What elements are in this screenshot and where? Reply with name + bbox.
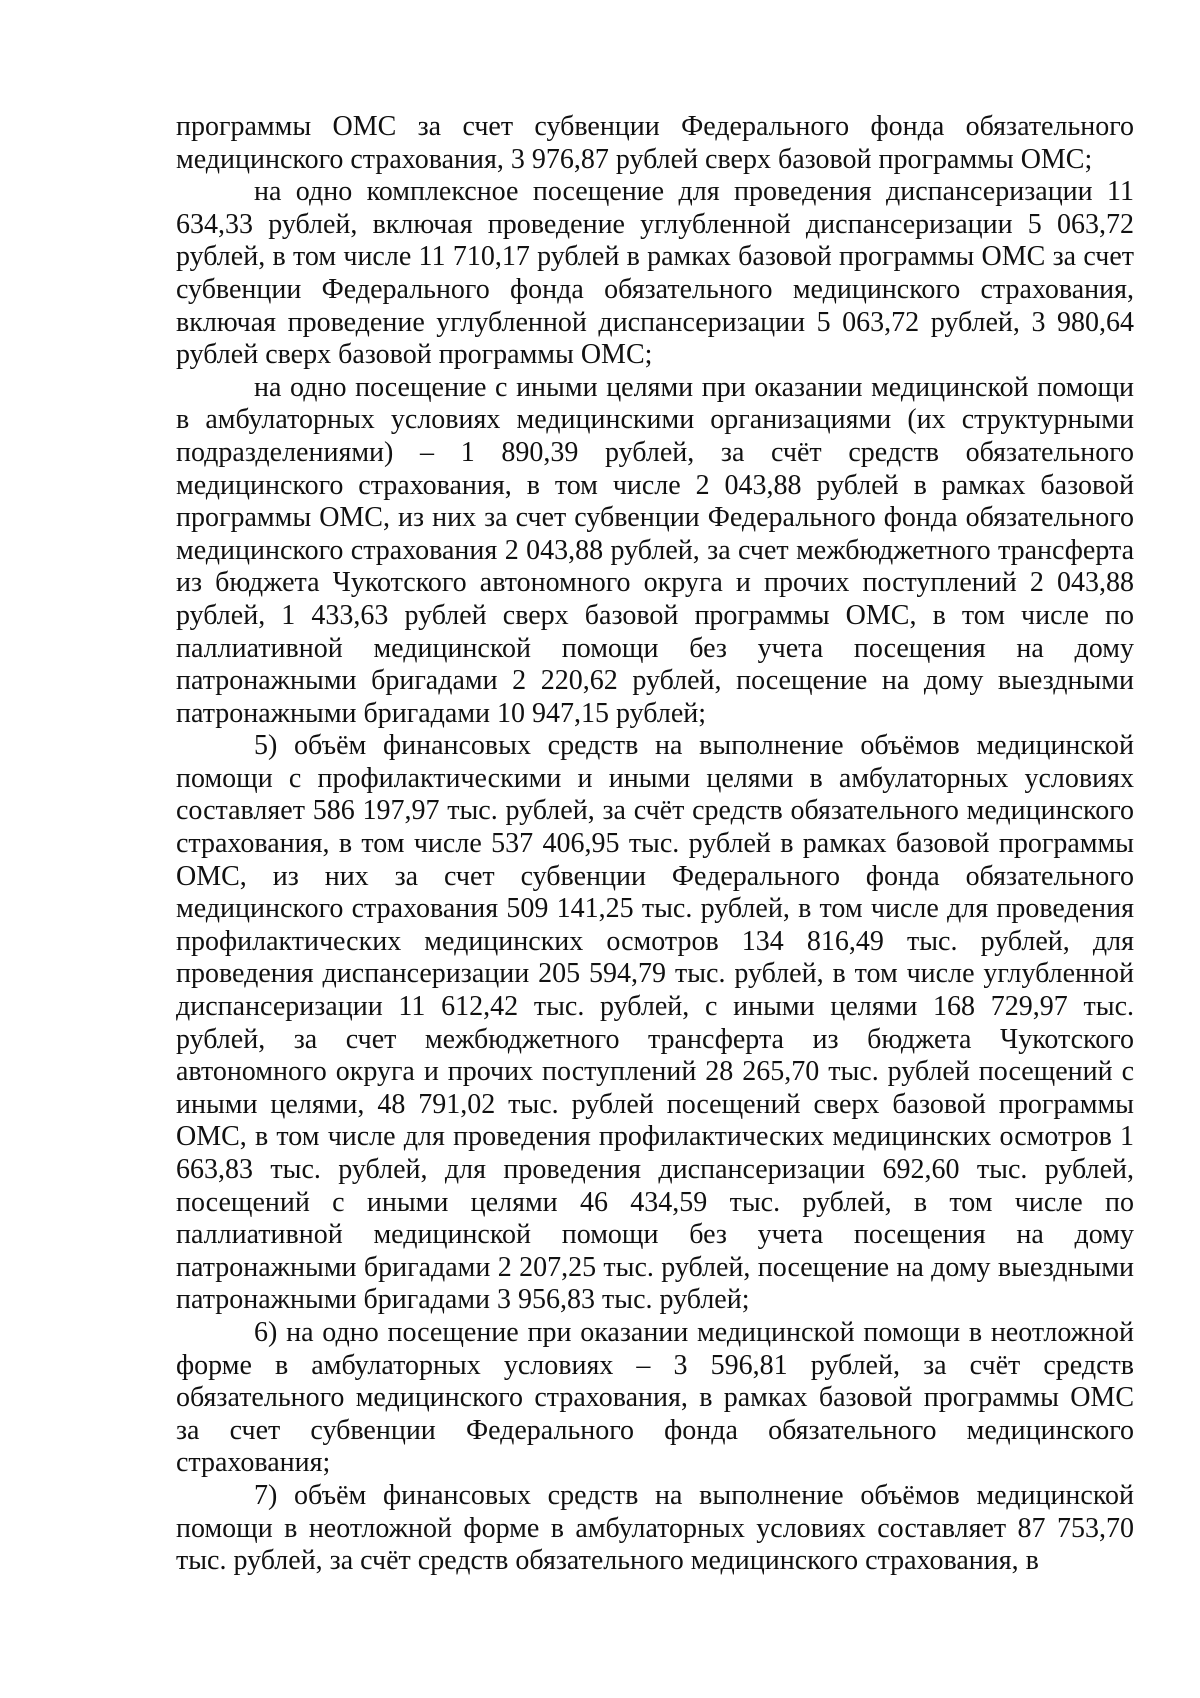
paragraph-other-purposes-visit: на одно посещение с иными целями при оказании медицинской помощи в амбулаторных условиях медицинскими организациями (их структурными подразделениями) – 1 890,39 рублей, за счёт средств обязательного медицинского страхования, в том числе 2 043,88 рублей в рамках базовой программы ОМС, из них за счет субвенции Федерального фонда обязательного медицинского страхования 2 043,88 рублей, за счет межбюджетного трансферта из бюджета Чукотского автономного округа и прочих поступлений 2 043,88 рублей, 1 433,63 рублей сверх базовой программы ОМС, в том числе по паллиативной медицинской помощи без учета посещения на дому патронажными бригадами 2 220,62 рублей, посещение на дому выездными патронажными бригадами 10 947,15 рублей;	[176, 371, 1134, 729]
paragraph-item-7: 7) объём финансовых средств на выполнение объёмов медицинской помощи в неотложной форме в амбулаторных условиях составляет 87 753,70 тыс. рублей, за счёт средств обязательного медицинского страхования, в	[176, 1479, 1134, 1577]
paragraph-comprehensive-visit: на одно комплексное посещение для проведения диспансеризации 11 634,33 рублей, включая проведение углубленной диспансеризации 5 063,72 рублей, в том числе 11 710,17 рублей в рамках базовой программы ОМС за счет субвенции Федерального фонда обязательного медицинского страхования, включая проведение углубленной диспансеризации 5 063,72 рублей, 3 980,64 рублей сверх базовой программы ОМС;	[176, 176, 1134, 371]
document-body	[176, 111, 1134, 1578]
paragraph-item-6: 6) на одно посещение при оказании медицинской помощи в неотложной форме в амбулаторных условиях – 3 596,81 рублей, за счёт средств обязательного медицинского страхования, в рамках базовой программы ОМС за счет субвенции Федерального фонда обязательного медицинского страхования;	[176, 1316, 1134, 1479]
paragraph-item-5: 5) объём финансовых средств на выполнение объёмов медицинской помощи с профилактическими и иными целями в амбулаторных условиях составляет 586 197,97 тыс. рублей, за счёт средств обязательного медицинского страхования, в том числе 537 406,95 тыс. рублей в рамках базовой программы ОМС, из них за счет субвенции Федерального фонда обязательного медицинского страхования 509 141,25 тыс. рублей, в том числе для проведения профилактических медицинских осмотров 134 816,49 тыс. рублей, для проведения диспансеризации 205 594,79 тыс. рублей, в том числе углубленной диспансеризации 11 612,42 тыс. рублей, с иными целями 168 729,97 тыс. рублей, за счет межбюджетного трансферта из бюджета Чукотского автономного округа и прочих поступлений 28 265,70 тыс. рублей посещений с иными целями, 48 791,02 тыс. рублей посещений сверх базовой программы ОМС, в том числе для проведения профилактических медицинских осмотров 1 663,83 тыс. рублей, для проведения диспансеризации 692,60 тыс. рублей, посещений с иными целями 46 434,59 тыс. рублей, в том числе по паллиативной медицинской помощи без учета посещения на дому патронажными бригадами 2 207,25 тыс. рублей, посещение на дому выездными патронажными бригадами 3 956,83 тыс. рублей;	[176, 730, 1134, 1316]
paragraph-continuation: программы ОМС за счет субвенции Федерального фонда обязательного медицинского страхования, 3 976,87 рублей сверх базовой программы ОМС;	[176, 111, 1134, 175]
